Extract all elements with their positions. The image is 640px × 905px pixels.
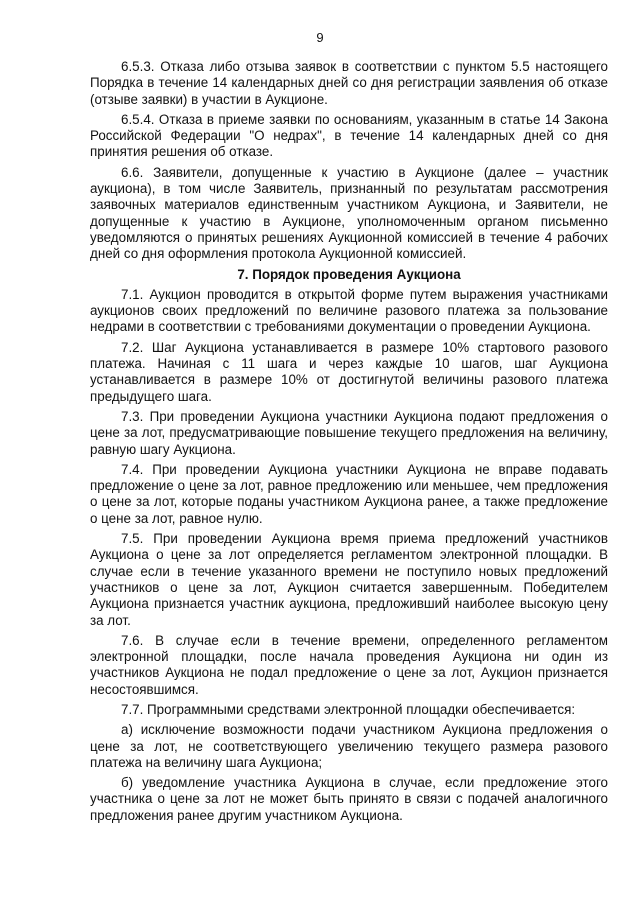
paragraph-7-2: 7.2. Шаг Аукциона устанавливается в размере 10% стартового разового платежа. Начиная с 11 шага и через каждые 10 шагов, шаг Аукциона устанавливается в размере 10% от достигнутой величины разового платежа предыдущего шага. — [90, 339, 608, 404]
paragraph-7-3: 7.3. При проведении Аукциона участники Аукциона подают предложения о цене за лот, предусматривающие повышение текущего предложения на величину, равную шагу Аукциона. — [90, 408, 608, 457]
paragraph-7-6: 7.6. В случае если в течение времени, определенного регламентом электронной площадки, после начала проведения Аукциона ни один из участников Аукциона не подал предложение о цене за лот, Аукцион признается несостоявшимся. — [90, 632, 608, 697]
paragraph-7-4: 7.4. При проведении Аукциона участники Аукциона не вправе подавать предложение о цене за лот, равное предложению или меньшее, чем предложения о цене за лот, которые поданы участником Аукциона ранее, а также предложение о цене за лот, равное нулю. — [90, 461, 608, 526]
paragraph-6-5-4: 6.5.4. Отказа в приеме заявки по основаниям, указанным в статье 14 Закона Российской Федерации "О недрах", в течение 14 календарных дней со дня принятия решения об отказе. — [90, 111, 608, 160]
document-body — [90, 59, 608, 828]
paragraph-7-5: 7.5. При проведении Аукциона время приема предложений участников Аукциона о цене за лот определяется регламентом электронной площадки. В случае если в течение указанного времени не поступило новых предложений участников о цене за лот, Аукцион считается завершенным. Победителем Аукциона признается участник аукциона, предложивший наиболее высокую цену за лот. — [90, 531, 608, 628]
paragraph-7-7: 7.7. Программными средствами электронной площадки обеспечивается: — [121, 701, 576, 717]
paragraph-7-1: 7.1. Аукцион проводится в открытой форме путем выражения участниками аукционов своих предложений по величине разового платежа за пользование недрами в соответствии с требованиями документации о проведении Аукциона. — [90, 286, 608, 335]
section-heading: 7. Порядок проведения Аукциона — [237, 266, 461, 282]
paragraph-6-5-3: 6.5.3. Отказа либо отзыва заявок в соответствии с пунктом 5.5 настоящего Порядка в течение 14 календарных дней со дня регистрации заявления об отказе (отзыве заявки) в участии в Аукционе. — [90, 59, 608, 107]
paragraph-6-6: 6.6. Заявители, допущенные к участию в Аукционе (далее – участник аукциона), в том числе Заявитель, признанный по результатам рассмотрения заявочных материалов единственным участником Аукциона, и Заявители, не допущенные к участию в Аукционе, уполномоченным органом письменно уведомляются о принятых решениях Аукционной комиссией в течение 4 рабочих дней со дня оформления протокола Аукционной комиссией. — [90, 164, 608, 262]
page-number: 9 — [316, 30, 324, 45]
list-item-b: б) уведомление участника Аукциона в случае, если предложение этого участника о цене за лот не может быть принято в связи с подачей аналогичного предложения ранее другим участником Аукциона. — [90, 775, 608, 823]
list-item-a: а) исключение возможности подачи участником Аукциона предложения о цене за лот, не соответствующего увеличению текущего размера разового платежа на величину шага Аукциона; — [90, 722, 608, 770]
